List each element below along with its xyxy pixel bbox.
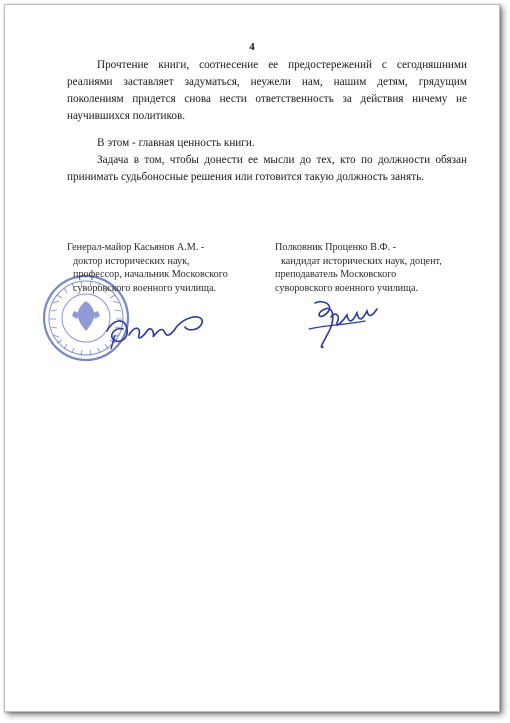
signatory-institution: суворовского военного училища. [73,282,217,294]
document-page [4,4,500,712]
signature-block-right [275,241,475,295]
page-number: 4 [249,41,255,53]
paragraph-3: Задача в том, чтобы донести ее мысли до тех, кто по должности обязан принимать судьбоносные решения или готовится такую должность занять. [67,154,467,183]
handwritten-signature-left [101,305,211,355]
signatory-institution: суворовского военного училища. [275,282,419,294]
paragraph-2: В этом - главная ценность книги. [97,137,255,149]
body-text [67,57,467,190]
signatory-title: Полковник Проценко В.Ф. - [275,242,397,253]
signatory-position: преподаватель Московского [275,269,397,280]
handwritten-signature-right [305,295,385,355]
signatory-degree: кандидат исторических наук, доцент, [281,255,442,267]
signatory-title: Генерал-майор Касьянов А.М. - [67,242,205,253]
signatory-degree: доктор исторических наук, [73,255,190,267]
signatory-position: профессор, начальник Московского [73,269,228,280]
signature-block-left [67,241,267,295]
paragraph-1: Прочтение книги, соотнесение ее предостережений с сегодняшними реалиями заставляет задуматься, неужели нам, нашим детям, грядущим поколениям придется снова нести ответственность за действия ничему не научившихся политиков. [67,59,467,122]
